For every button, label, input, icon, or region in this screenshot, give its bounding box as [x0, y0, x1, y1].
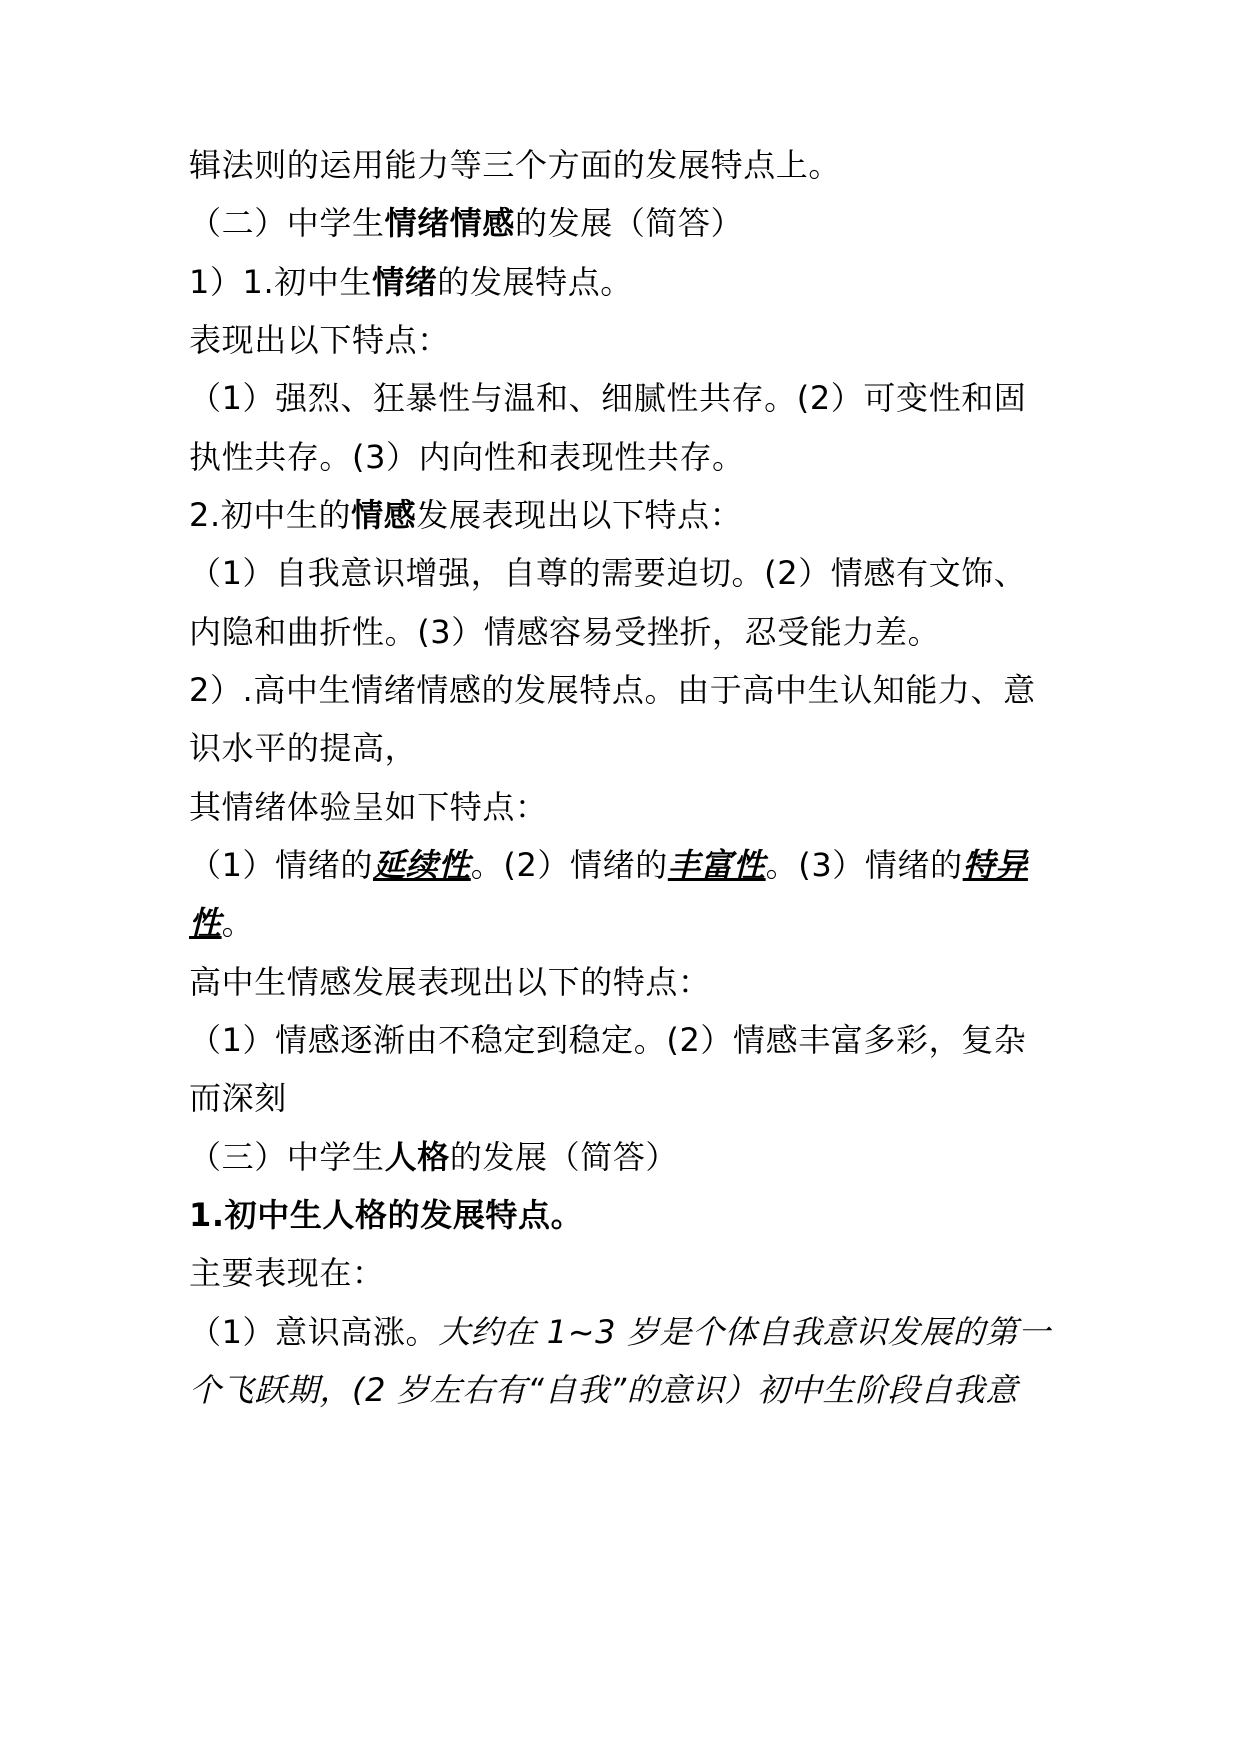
text-run: 。(3）情绪的 [765, 846, 963, 884]
text-run: 表现出以下特点： [189, 321, 450, 359]
bold-term: 人格 [384, 1138, 450, 1176]
text-line [189, 845, 1069, 885]
text-line [189, 728, 1069, 768]
text-line [189, 962, 1069, 1002]
text-run: 识水平的提高， [189, 729, 418, 767]
text-run: 内隐和曲折性。(3）情感容易受挫折，忍受能力差。 [189, 613, 941, 651]
bold-term: 情绪 [372, 263, 438, 301]
section-heading [189, 203, 1069, 243]
text-run: 主要表现在： [189, 1254, 385, 1292]
text-line [189, 145, 1069, 185]
text-run: （1）情感逐渐由不稳定到稳定。(2）情感丰富多彩，复杂 [189, 1021, 1027, 1059]
subsection-heading [189, 262, 1069, 302]
text-run: 2）.高中生情绪情感的发展特点。由于高中生认知能力、意 [189, 671, 1036, 709]
text-line [189, 378, 1069, 418]
text-line [189, 1020, 1069, 1060]
text-line [189, 320, 1069, 360]
text-run: 执性共存。(3）内向性和表现性共存。 [189, 438, 745, 476]
text-run: 发展表现出以下特点： [416, 496, 743, 534]
text-run: 。(2）情绪的 [470, 846, 668, 884]
text-line [189, 1312, 1069, 1352]
text-line [189, 437, 1069, 477]
section-heading [189, 1137, 1069, 1177]
text-run: 的发展特点。 [437, 263, 633, 301]
text-run: 1.初中生人格的发展特点。 [189, 1196, 584, 1234]
text-run: （1）自我意识增强，自尊的需要迫切。(2）情感有文饰、 [189, 554, 1027, 592]
emphasis-term: 丰富性 [667, 846, 766, 884]
text-run: 。 [221, 904, 255, 942]
text-run: （1）意识高涨。 [189, 1313, 439, 1351]
emphasis-term: 特异 [962, 846, 1028, 884]
text-run: 高中生情感发展表现出以下的特点： [189, 963, 711, 1001]
text-run: 辑法则的运用能力等三个方面的发展特点上。 [189, 146, 842, 184]
text-run: 2.初中生的 [189, 496, 352, 534]
text-line [189, 903, 1069, 943]
text-line [189, 612, 1069, 652]
text-line [189, 1370, 1069, 1410]
subsection-heading [189, 495, 1069, 535]
emphasis-term: 延续性 [372, 846, 471, 884]
text-line [189, 787, 1069, 827]
text-line [189, 553, 1069, 593]
text-run: 而深刻 [189, 1079, 287, 1117]
text-run: 的发展（简答） [449, 1138, 679, 1176]
text-run: 的发展（简答） [515, 204, 744, 242]
subsection-heading [189, 670, 1069, 710]
bold-term: 情绪情感 [384, 204, 516, 242]
emphasis-term: 性 [189, 904, 222, 942]
text-run: （1）强烈、狂暴性与温和、细腻性共存。(2）可变性和固 [189, 379, 1027, 417]
bold-term: 情感 [351, 496, 417, 534]
text-line [189, 1078, 1069, 1118]
subsection-heading [189, 1195, 1069, 1235]
italic-text: 大约在 1~3 岁是个体自我意识发展的第一 [438, 1313, 1051, 1351]
text-run: （1）情绪的 [189, 846, 373, 884]
text-run: 其情绪体验呈如下特点： [189, 788, 548, 826]
text-line [189, 1253, 1069, 1293]
italic-text: 个飞跃期，(2 岁左右有“自我”的意识）初中生阶段自我意 [189, 1371, 1018, 1409]
text-run: 1）1.初中生 [189, 263, 373, 301]
text-run: （三）中学生 [189, 1138, 385, 1176]
text-run: （二）中学生 [189, 204, 385, 242]
